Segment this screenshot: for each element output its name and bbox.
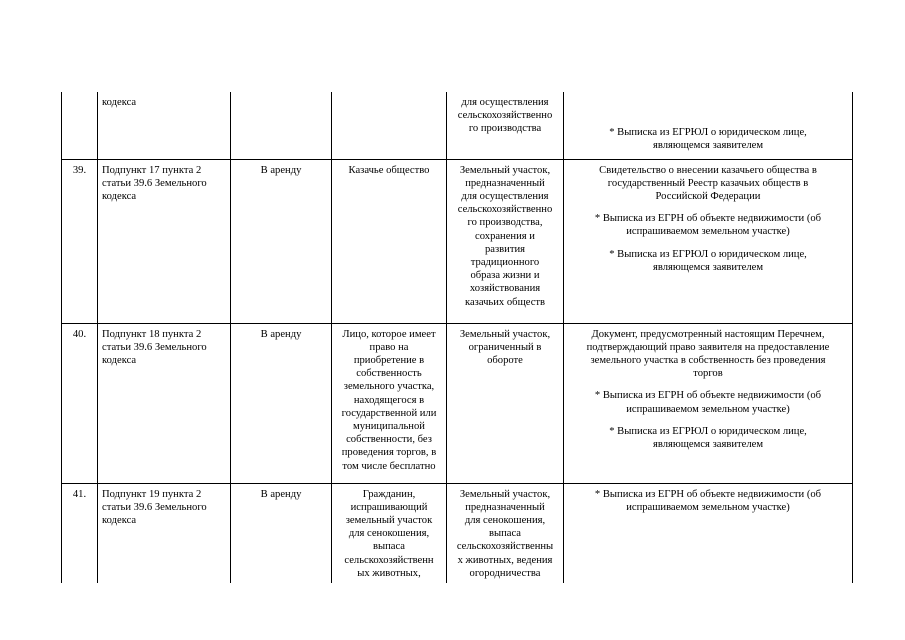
lease-type	[231, 92, 332, 159]
lease-type: В аренду	[231, 159, 332, 323]
applicant: Лицо, которое имеет право на приобретение в собственность земельного участка, находящегося в государственной или муниципальной собственности, без проведения торгов, в том числе бесплатно	[332, 323, 447, 483]
lease-type: В аренду	[231, 323, 332, 483]
legal-basis: Подпункт 19 пункта 2 статьи 39.6 Земельного кодекса	[98, 483, 231, 583]
applicant	[332, 92, 447, 159]
required-documents	[564, 159, 853, 323]
document-item: * Выписка из ЕГРЮЛ о юридическом лице, являющемся заявителем	[609, 127, 807, 152]
row-number: 40.	[62, 323, 98, 483]
land-plot-purpose: Земельный участок, предназначенный для сенокошения, выпаса сельскохозяйственны х животных, ведения огородничества	[447, 483, 564, 583]
row-number: 39.	[62, 159, 98, 323]
document-item: * Выписка из ЕГРН об объекте недвижимости (об испрашиваемом земельном участке)	[594, 213, 822, 238]
legal-basis: Подпункт 18 пункта 2 статьи 39.6 Земельного кодекса	[98, 323, 231, 483]
land-plot-purpose: для осуществления сельскохозяйственно го производства	[447, 92, 564, 159]
applicant: Гражданин, испрашивающий земельный участок для сенокошения, выпаса сельскохозяйственн ых животных,	[332, 483, 447, 583]
table-row	[62, 323, 853, 483]
table-row	[62, 159, 853, 323]
lease-type: В аренду	[231, 483, 332, 583]
row-number	[62, 92, 98, 159]
land-plot-purpose: Земельный участок, ограниченный в обороте	[447, 323, 564, 483]
table-row	[62, 483, 853, 583]
required-documents	[564, 323, 853, 483]
applicant: Казачье общество	[332, 159, 447, 323]
land-plot-purpose: Земельный участок, предназначенный для осуществления сельскохозяйственно го производства, сохранения и развития традиционного образа жизни и хозяйствования казачьих обществ	[447, 159, 564, 323]
required-documents	[564, 483, 853, 583]
document-item: Свидетельство о внесении казачьего общества в государственный Реестр казачьих обществ в Российской Федерации	[599, 164, 817, 202]
documents-table	[61, 92, 853, 583]
document-item: * Выписка из ЕГРЮЛ о юридическом лице, являющемся заявителем	[609, 425, 807, 450]
required-documents	[564, 92, 853, 159]
document-item: * Выписка из ЕГРН об объекте недвижимости (об испрашиваемом земельном участке)	[594, 390, 822, 415]
row-number: 41.	[62, 483, 98, 583]
document-item: * Выписка из ЕГРЮЛ о юридическом лице, являющемся заявителем	[609, 248, 807, 273]
legal-basis: кодекса	[98, 92, 231, 159]
legal-basis: Подпункт 17 пункта 2 статьи 39.6 Земельного кодекса	[98, 159, 231, 323]
document-item: * Выписка из ЕГРН об объекте недвижимости (об испрашиваемом земельном участке)	[594, 488, 822, 513]
document-item: Документ, предусмотренный настоящим Перечнем, подтверждающий право заявителя на предоставление земельного участка в собственность без проведения торгов	[586, 328, 830, 380]
table-row	[62, 92, 853, 159]
